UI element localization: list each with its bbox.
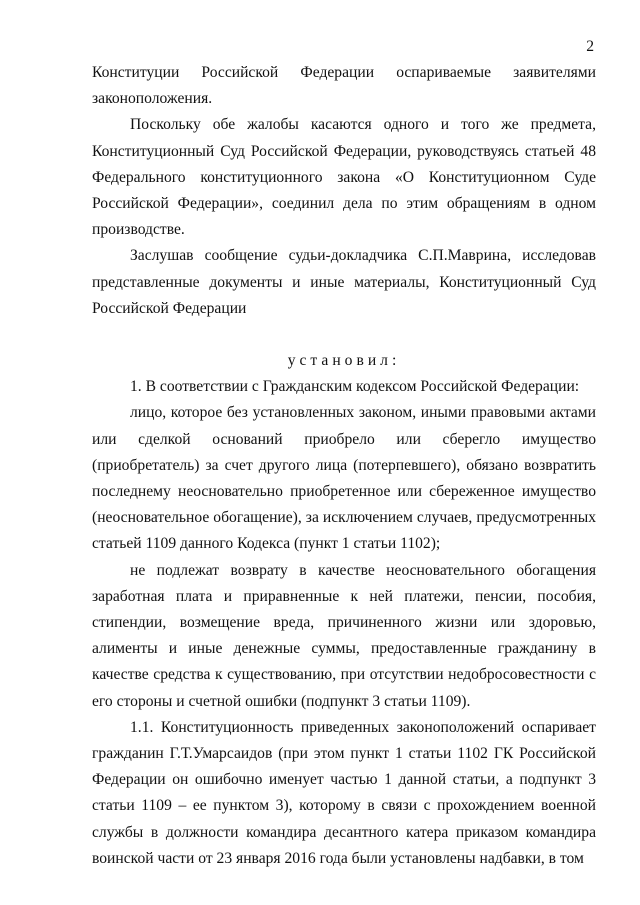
- paragraph-section-1-1: 1.1. Конституционность приведенных законоположений оспаривает гражданин Г.Т.Умарсаидов (при этом пункт 1 статьи 1102 ГК Российской Федерации он ошибочно именует частью 1 данной статьи, а подпункт 3 статьи 1109 – ее пунктом 3), которому в связи с прохождением военной службы в должности командира десантного катера приказом командира воинской части от 23 января 2016 года были установлены надбавки, в том: [92, 718, 596, 867]
- page-number: 2: [586, 38, 594, 55]
- paragraph-joined-cases: Поскольку обе жалобы касаются одного и того же предмета, Конституционный Суд Российской Федерации, руководствуясь статьей 48 Федерального конституционного закона «О Конституционном Суде Российской Федерации», соединил дела по этим обращениям в одном производстве.: [92, 116, 596, 239]
- paragraph-continuation: Конституции Российской Федерации оспариваемые заявителями законоположения.: [92, 64, 596, 108]
- paragraph-section-1: 1. В соответствии с Гражданским кодексом Российской Федерации:: [130, 378, 580, 396]
- paragraph-article-1109: не подлежат возврату в качестве неосновательного обогащения заработная плата и приравненные к ней платежи, пенсии, пособия, стипендии, возмещение вреда, причиненного жизни или здоровью, алименты и иные денежные суммы, предоставленные гражданину в качестве средства к существованию, при отсутствии недобросовестности с его стороны и счетной ошибки (подпункт 3 статьи 1109).: [92, 561, 596, 710]
- paragraph-article-1102: лицо, которое без установленных законом, иными правовыми актами или сделкой оснований приобрело или сберегло имущество (приобретатель) за счет другого лица (потерпевшего), обязано возвратить последнему неосновательно приобретенное или сбереженное имущество (неосновательное обогащение), за исключением случаев, предусмотренных статьей 1109 данного Кодекса (пункт 1 статьи 1102);: [92, 404, 596, 553]
- paragraph-hearing: Заслушав сообщение судьи-докладчика С.П.Маврина, исследовав представленные документы и иные материалы, Конституционный Суд Российской Федерации: [92, 247, 596, 317]
- document-body: [92, 60, 596, 872]
- section-heading: установил:: [287, 352, 401, 370]
